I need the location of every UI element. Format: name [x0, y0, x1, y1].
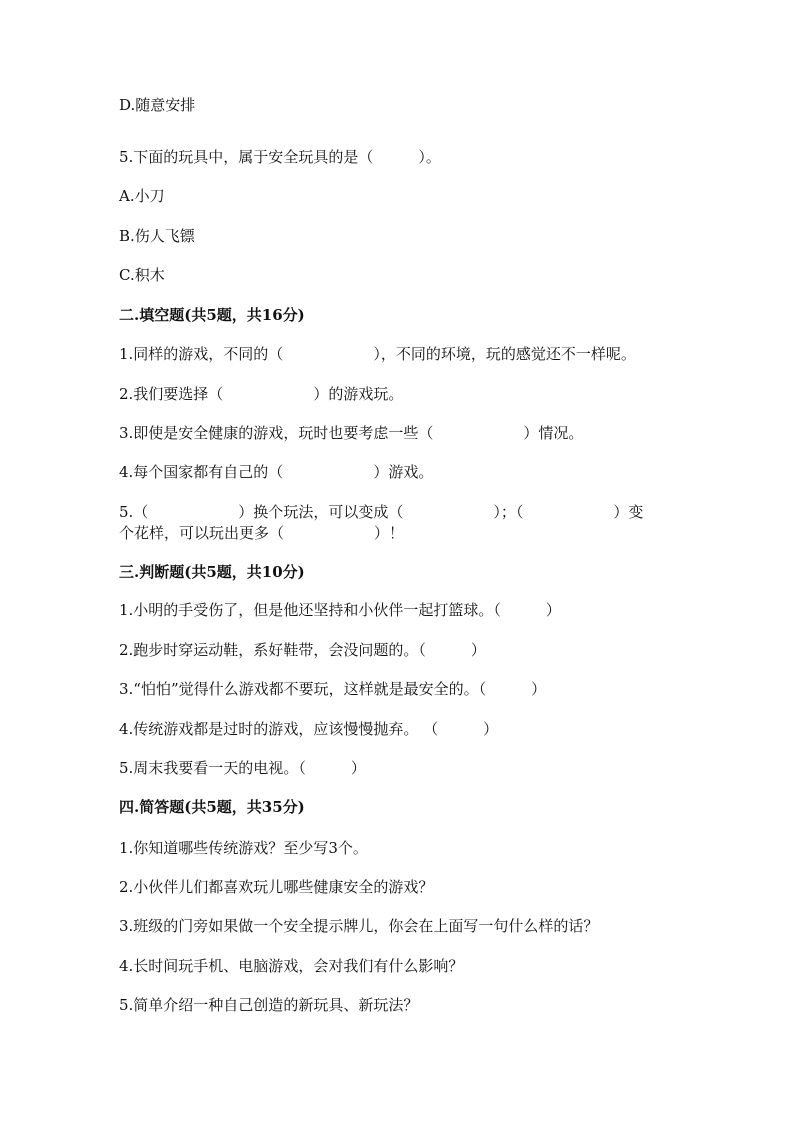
- short-answer-item-4: 4.长时间玩手机、电脑游戏，会对我们有什么影响？: [119, 957, 464, 975]
- short-answer-item-2: 2.小伙伴儿们都喜欢玩儿哪些健康安全的游戏？: [119, 878, 434, 896]
- fill-blank-item-4: 4.每个国家都有自己的（ ）游戏。: [119, 463, 434, 481]
- fill-blank-item-2: 2.我们要选择（ ）的游戏玩。: [119, 385, 404, 403]
- section-2-title: 二.填空题(共5题，共16分): [119, 306, 305, 324]
- fill-blank-item-1: 1.同样的游戏，不同的（ ），不同的环境，玩的感觉还不一样呢。: [119, 345, 636, 363]
- judge-item-2: 2.跑步时穿运动鞋，系好鞋带，会没问题的。（ ）: [119, 641, 486, 659]
- question-5-option-b: B.伤人飞镖: [119, 227, 195, 245]
- short-answer-item-1: 1.你知道哪些传统游戏？至少写3个。: [119, 839, 368, 857]
- fill-blank-item-5-line-1: 5.（ ）换个玩法，可以变成（ ）；（ ）变: [119, 503, 644, 521]
- judge-item-1: 1.小明的手受伤了，但是他还坚持和小伙伴一起打篮球。（ ）: [119, 601, 561, 619]
- question-5-option-a: A.小刀: [119, 187, 165, 205]
- section-4-title: 四.简答题(共5题，共35分): [119, 798, 305, 816]
- judge-item-4: 4.传统游戏都是过时的游戏，应该慢慢抛弃。 （ ）: [119, 720, 499, 738]
- fill-blank-item-3: 3.即使是安全健康的游戏，玩时也要考虑一些（ ）情况。: [119, 424, 584, 442]
- section-3-title: 三.判断题(共5题，共10分): [119, 563, 305, 581]
- fill-blank-item-5-line-2: 个花样，可以玩出更多（ ）！: [119, 524, 405, 542]
- short-answer-item-5: 5.简单介绍一种自己创造的新玩具、新玩法？: [119, 996, 419, 1014]
- question-option-d: D.随意安排: [119, 96, 196, 114]
- question-5-option-c: C.积木: [119, 266, 165, 284]
- short-answer-item-3: 3.班级的门旁如果做一个安全提示牌儿，你会在上面写一句什么样的话？: [119, 917, 599, 935]
- question-5-stem: 5.下面的玩具中，属于安全玩具的是（ ）。: [119, 148, 441, 166]
- judge-item-3: 3.“怕怕”觉得什么游戏都不要玩，这样就是最安全的。（ ）: [119, 680, 547, 698]
- judge-item-5: 5.周末我要看一天的电视。（ ）: [119, 759, 366, 777]
